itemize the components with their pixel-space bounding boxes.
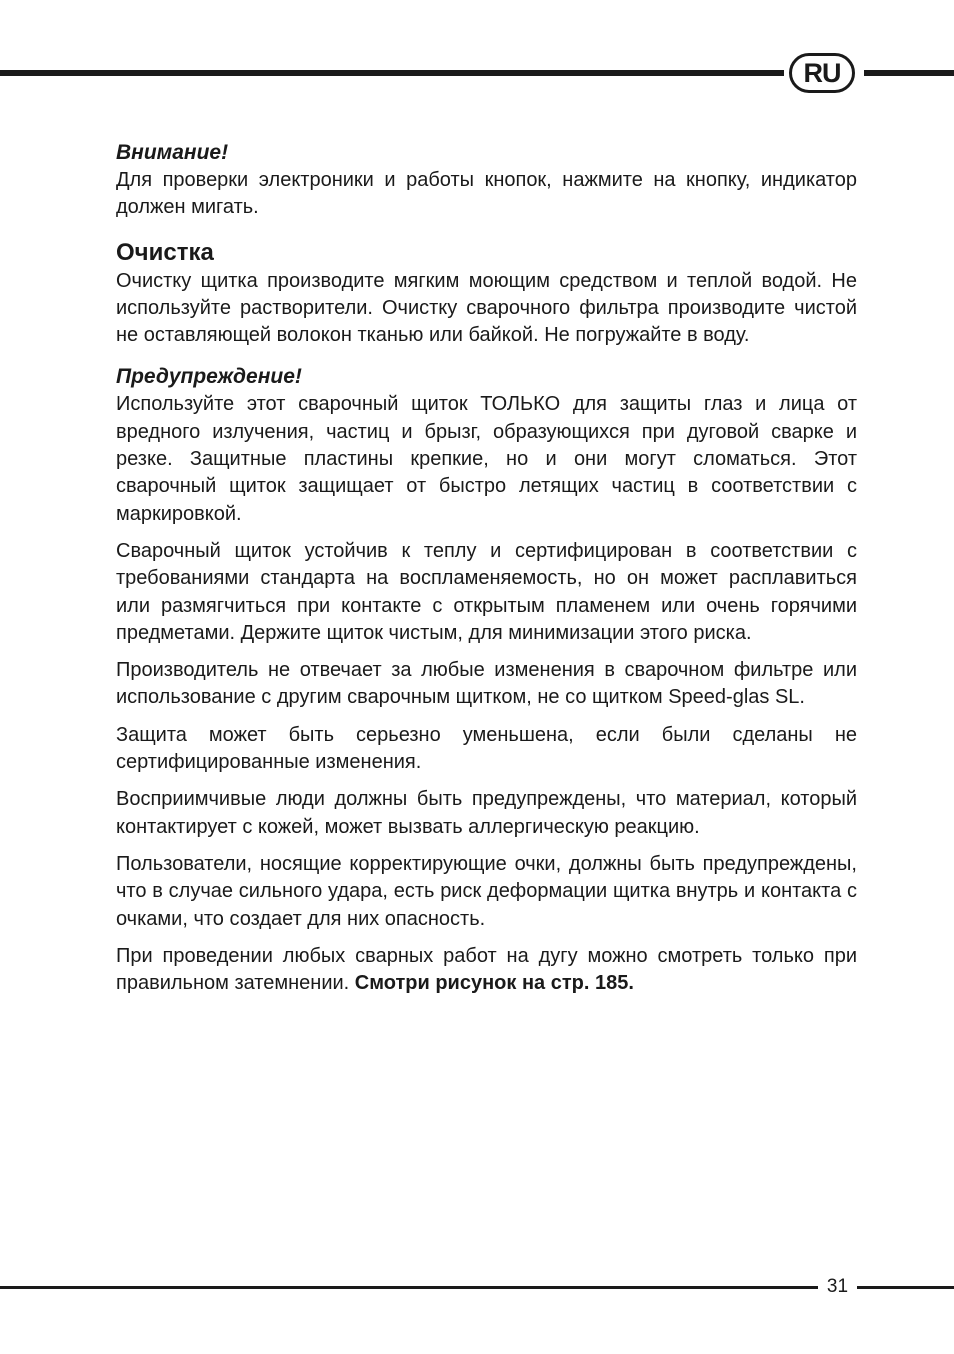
- figure-reference: Смотри рисунок на стр. 185.: [354, 972, 634, 995]
- warning-paragraph: Пользователи, носящие корректирующие очки, должны быть предупреждены, что в случае сильного удара, есть риск деформации щитка внутрь и контакта с очками, что создает для них опасность.: [116, 852, 857, 930]
- warning-paragraph: Используйте этот сварочный щиток ТОЛЬКО для защиты глаз и лица от вредного излучения, частиц и брызг, образующихся при дуговой сварке и резке. Защитные пластины крепкие, но и они могут сломаться. Этот сварочный щиток защищает от быстро летящих частиц в соответствии с маркировкой.: [116, 393, 857, 525]
- cleaning-heading: Очистка: [116, 238, 214, 266]
- header-rule-left: [0, 70, 784, 76]
- warning-paragraph: Защита может быть серьезно уменьшена, если были сделаны не сертифицированные изменения.: [116, 723, 857, 774]
- warning-paragraph: Сварочный щиток устойчив к теплу и сертифицирован в соответствии с требованиями стандарта на воспламеняемость, но он может расплавиться или размягчиться при контакте с открытым пламенем или очень горячими предметами. Держите щиток чистым, для минимизации этого риска.: [116, 539, 857, 644]
- warning-paragraph-final: [116, 943, 857, 998]
- language-badge: RU: [789, 53, 855, 93]
- warning-heading: Предупреждение!: [116, 365, 302, 389]
- page-content: [116, 139, 857, 997]
- header-rule-right: [864, 70, 954, 76]
- footer-rule-right: [857, 1286, 954, 1289]
- final-paragraph-text: При проведении любых сварных работ на дугу можно смотреть только при правильном затемнении.: [116, 944, 857, 995]
- warning-paragraph: Производитель не отвечает за любые изменения в сварочном фильтре или использование с другим сварочным щитком, не со щитком Speed-glas SL.: [116, 659, 857, 709]
- attention-text: Для проверки электроники и работы кнопок, нажмите на кнопку, индикатор должен мигать.: [116, 169, 857, 219]
- page-number: 31: [826, 1276, 849, 1297]
- warning-paragraph: Восприимчивые люди должны быть предупреждены, что материал, который контактирует с кожей, может вызвать аллергическую реакцию.: [116, 788, 857, 838]
- footer-rule-left: [0, 1286, 818, 1289]
- attention-heading: Внимание!: [116, 141, 229, 164]
- cleaning-text: Очистку щитка производите мягким моющим средством и теплой водой. Не используйте растворители. Очистку сварочного фильтра производите чистой не оставляющей волокон тканью или байкой. Не погружайте в воду.: [116, 269, 857, 347]
